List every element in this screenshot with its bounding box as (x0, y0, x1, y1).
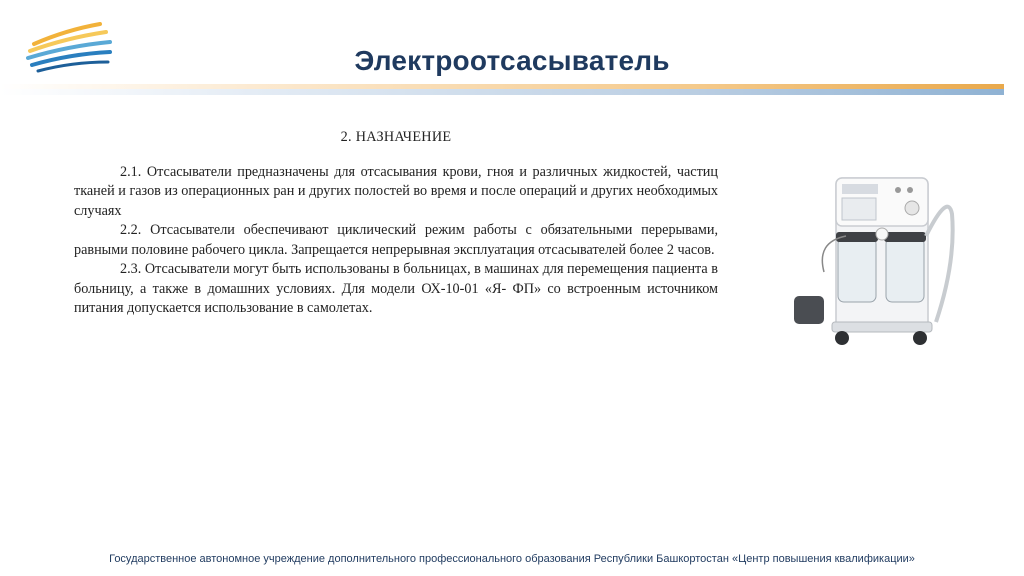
document-excerpt (74, 128, 718, 319)
header-divider (0, 84, 1024, 104)
footer-organization: Государственное автономное учреждение дополнительного профессионального образования Республики Башкортостан «Центр повышения квалификации» (109, 553, 915, 565)
slide-title: Электроотсасыватель (354, 45, 670, 76)
paragraph-2-1: 2.1. Отсасыватели предназначены для отсасывания крови, гноя и различных жидкостей, частиц тканей и газов из операционных ран и других полостей во время и после операций и других необходимых случаях (74, 163, 718, 219)
paragraph-2-2: 2.2. Отсасыватели обеспечивают циклический режим работы с обязательными перерывами, равными половине рабочего цикла. Запрещается непрерывная эксплуатация отсасывателей более 2 часов. (74, 222, 718, 258)
paragraph-2-3: 2.3. Отсасыватели могут быть использованы в больницах, в машинах для перемещения пациента в больницу, а также в домашних условиях. Для модели ОХ-10-01 «Я- ФП» со встроенным источником питания допускается использование в самолетах. (74, 261, 718, 316)
divider-blue-stripe (0, 89, 1004, 95)
section-heading: 2. НАЗНАЧЕНИЕ (340, 129, 452, 145)
suction-device-image (786, 172, 976, 352)
